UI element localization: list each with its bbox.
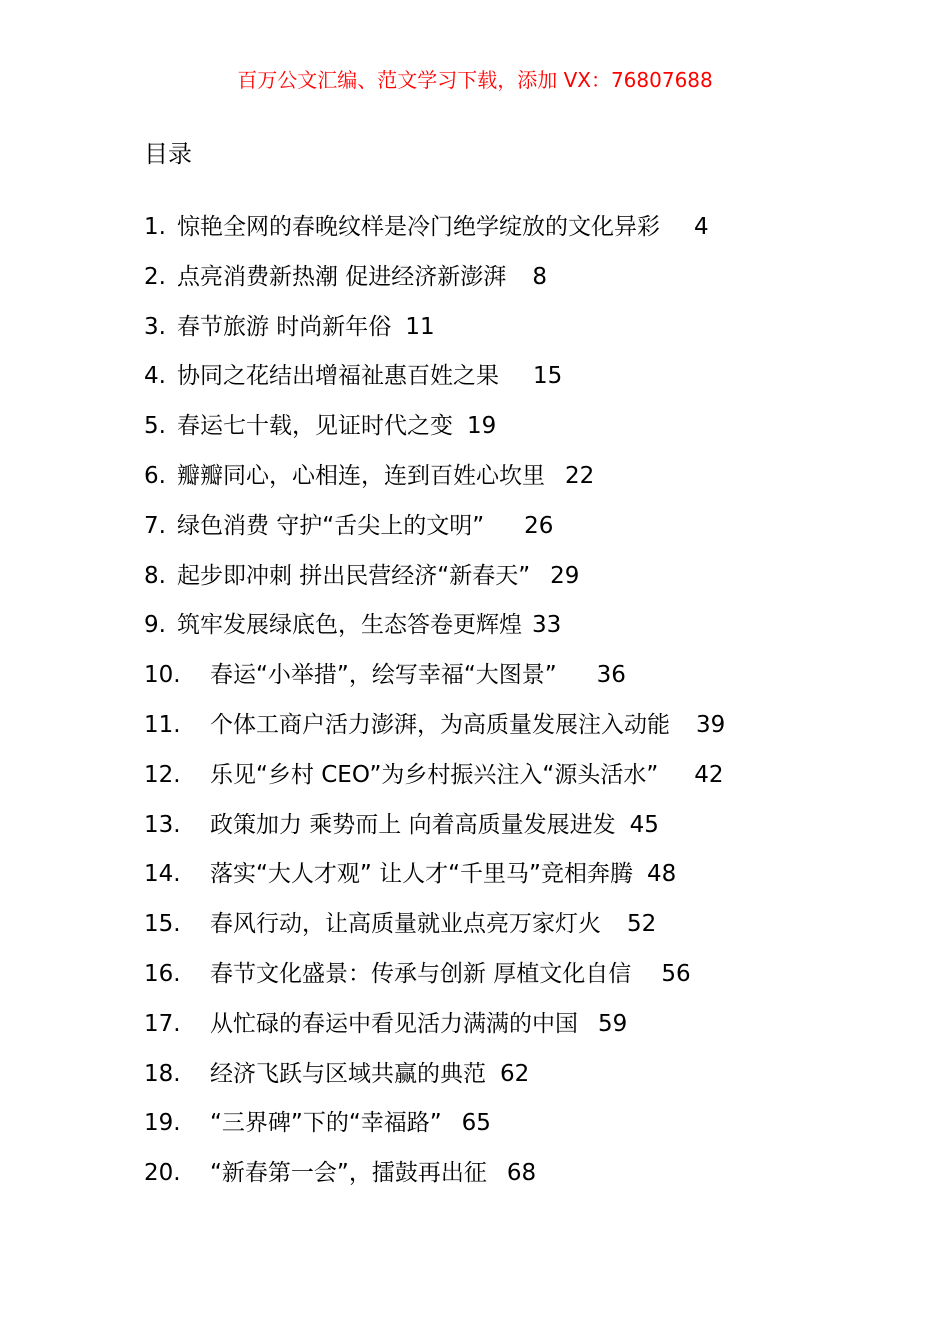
toc-entry-title: 惊艳全网的春晚纹样是冷门绝学绽放的文化异彩: [177, 214, 660, 240]
toc-entry-title: 瓣瓣同心，心相连，连到百姓心坎里: [177, 462, 545, 489]
toc-entry-page-number: 52: [627, 911, 657, 938]
toc-entry-title: 起步即冲刺 拼出民营经济“新春天”: [177, 562, 531, 589]
toc-entry-page-number: 56: [661, 960, 691, 987]
toc-entry[interactable]: [144, 310, 864, 360]
toc-entry-page-number: 22: [565, 462, 595, 489]
toc-entry[interactable]: [144, 907, 864, 957]
toc-entry-number: 17.: [144, 1010, 181, 1037]
toc-entry-title: 筑牢发展绿底色，生态答卷更辉煌: [177, 612, 522, 639]
toc-entry[interactable]: [144, 1106, 864, 1156]
toc-entry[interactable]: [144, 459, 864, 509]
toc-entry-number: 12.: [144, 761, 181, 788]
toc-entry-page-number: 8: [532, 263, 547, 290]
toc-entry-number: 15.: [144, 911, 181, 938]
toc-entry-number: 9.: [144, 612, 166, 639]
toc-entry-number: 11.: [144, 711, 181, 738]
toc-entry-title: 经济飞跃与区域共赢的典范: [210, 1060, 486, 1087]
toc-entry-title: 春节文化盛景：传承与创新 厚植文化自信: [210, 960, 632, 987]
toc-entry[interactable]: [144, 608, 864, 658]
toc-entry-title: 春风行动，让高质量就业点亮万家灯火: [210, 911, 601, 938]
table-of-contents: [144, 210, 864, 1206]
toc-entry[interactable]: [144, 708, 864, 758]
toc-entry[interactable]: [144, 857, 864, 907]
toc-entry-number: 1.: [144, 214, 166, 240]
toc-entry-page-number: 68: [506, 1160, 537, 1187]
toc-entry[interactable]: [144, 509, 864, 559]
toc-entry-page-number: 4: [694, 214, 709, 240]
toc-entry[interactable]: [144, 260, 864, 310]
toc-entry-page-number: 36: [596, 662, 626, 689]
toc-entry-title: 协同之花结出增福祉惠百姓之果: [177, 363, 499, 390]
toc-entry-title: 个体工商户活力澎湃，为高质量发展注入动能: [210, 711, 670, 738]
toc-entry-page-number: 19: [467, 413, 497, 440]
toc-entry-page-number: 33: [532, 612, 562, 639]
toc-entry[interactable]: [144, 210, 864, 260]
toc-entry-title: 政策加力 乘势而上 向着高质量发展进发: [210, 811, 616, 838]
toc-entry-number: 2.: [144, 263, 166, 290]
toc-entry-number: 4.: [144, 363, 166, 390]
toc-entry-page-number: 48: [646, 861, 677, 888]
toc-entry[interactable]: [144, 1007, 864, 1057]
toc-entry-title: 从忙碌的春运中看见活力满满的中国: [210, 1010, 578, 1037]
toc-entry-number: 20.: [144, 1160, 181, 1187]
toc-entry-title: 乐见“乡村 CEO”为乡村振兴注入“源头活水”: [210, 761, 659, 788]
toc-entry-page-number: 29: [550, 562, 580, 589]
toc-entry-page-number: 26: [524, 512, 554, 539]
toc-entry[interactable]: [144, 658, 864, 708]
toc-entry-page-number: 11: [405, 313, 435, 340]
toc-entry-number: 19.: [144, 1110, 181, 1137]
toc-title: 目录: [144, 140, 192, 168]
toc-entry-title: 春节旅游 时尚新年俗: [177, 313, 392, 340]
toc-entry-number: 13.: [144, 811, 181, 838]
toc-entry-title: “三界碑”下的“幸福路”: [210, 1110, 442, 1137]
toc-entry-title: 绿色消费 守护“舌尖上的文明”: [177, 512, 485, 539]
toc-entry-title: 落实“大人才观” 让人才“千里马”竞相奔腾: [210, 861, 633, 888]
toc-entry-number: 10.: [144, 662, 181, 689]
toc-entry-title: “新春第一会”，擂鼓再出征: [210, 1160, 487, 1187]
toc-entry-number: 3.: [144, 313, 166, 340]
toc-entry-page-number: 65: [461, 1110, 491, 1137]
toc-entry[interactable]: [144, 359, 864, 409]
toc-entry-number: 7.: [144, 512, 166, 539]
toc-entry-page-number: 15: [533, 363, 563, 390]
toc-entry-title: 春运“小举措”，绘写幸福“大图景”: [210, 662, 557, 689]
toc-entry[interactable]: [144, 409, 864, 459]
toc-entry[interactable]: [144, 758, 864, 808]
toc-entry-page-number: 39: [696, 711, 726, 738]
toc-entry[interactable]: [144, 1057, 864, 1107]
toc-entry-page-number: 42: [694, 761, 724, 788]
toc-entry-page-number: 45: [629, 811, 659, 838]
toc-entry-number: 16.: [144, 960, 181, 987]
toc-entry[interactable]: [144, 808, 864, 858]
toc-entry-number: 6.: [144, 462, 166, 489]
toc-entry[interactable]: [144, 1156, 864, 1206]
toc-entry-number: 5.: [144, 413, 166, 440]
toc-entry-page-number: 62: [500, 1060, 530, 1087]
toc-entry-title: 点亮消费新热潮 促进经济新澎湃: [177, 263, 507, 290]
toc-entry-page-number: 59: [598, 1010, 628, 1037]
toc-entry[interactable]: [144, 957, 864, 1007]
watermark-header: 百万公文汇编、范文学习下载，添加 VX：76807688: [237, 68, 713, 92]
toc-entry-number: 14.: [144, 861, 181, 888]
toc-entry-number: 8.: [144, 562, 166, 589]
toc-entry-title: 春运七十载，见证时代之变: [177, 413, 453, 440]
toc-entry[interactable]: [144, 559, 864, 609]
toc-entry-number: 18.: [144, 1060, 181, 1087]
